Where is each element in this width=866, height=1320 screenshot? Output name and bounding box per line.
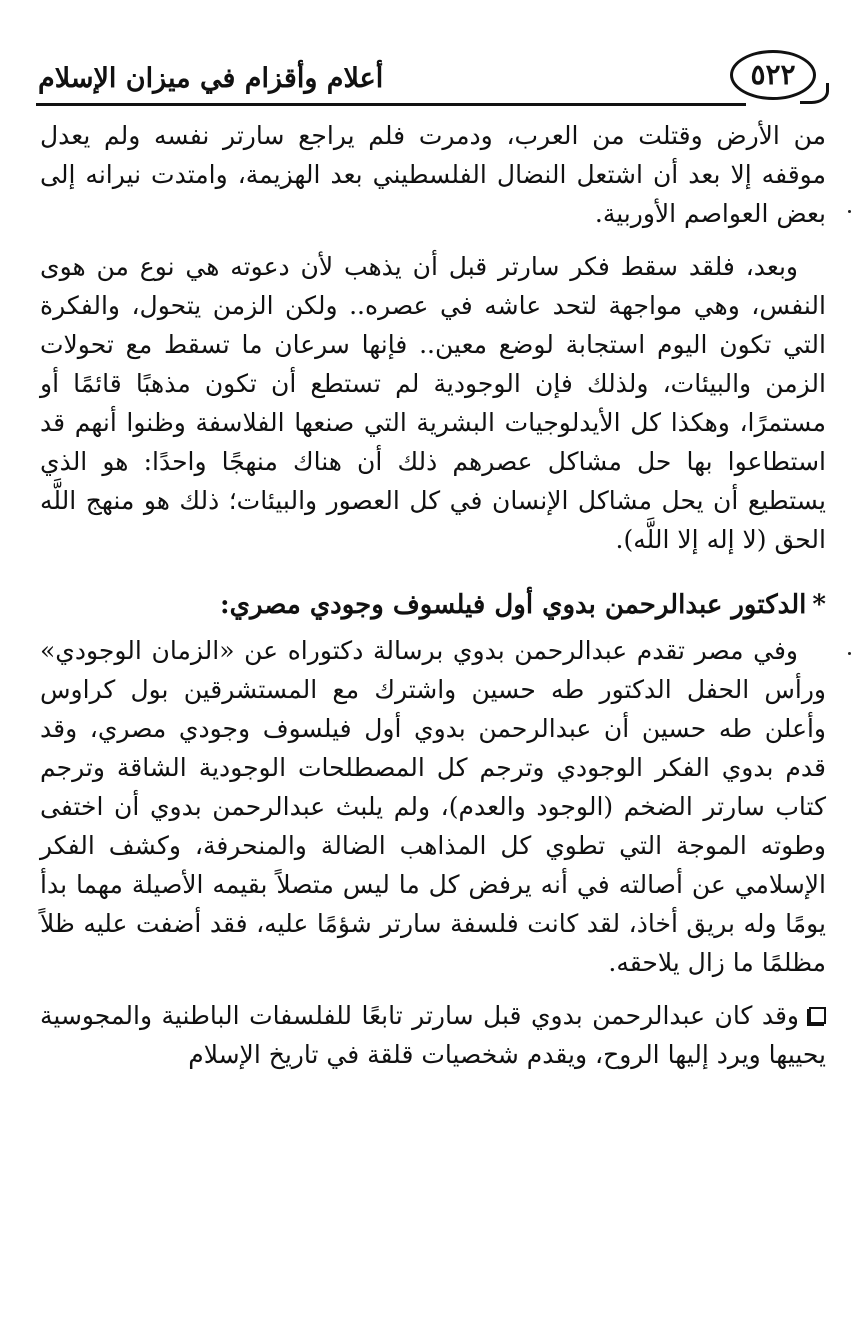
page-body: [40, 116, 826, 1074]
page-number-ornament: [730, 50, 816, 100]
page-header: [22, 44, 842, 110]
asterisk-marker: *: [812, 590, 826, 620]
page-number: ٥٢٢: [750, 58, 796, 91]
section-gap: [40, 559, 826, 585]
paragraph-bullet: [40, 996, 826, 1074]
paragraph-gap: [40, 233, 826, 247]
scan-speck: [848, 652, 851, 655]
running-head-title: أعلام وأقزام في ميزان الإسلام: [38, 63, 384, 94]
paragraph-conclusion: وبعد، فلقد سقط فكر سارتر قبل أن يذهب لأن دعوته هي نوع من هوى النفس، وهي مواجهة لتحد عاشه في عصره.. ولكن الزمن يتحول، والفكرة التي تكون اليوم استجابة لوضع معين.. فإنها سرعان ما تسقط مع تحولات الزمن والبيئات، ولذلك فإن الوجودية لم تستطع أن تكون مذهبًا قائمًا أو مستمرًا، وهكذا كل الأيدلوجيات البشرية التي صنعها الفلاسفة وظنوا أنهم قد استطاعوا بها حل مشاكل عصرهم ذلك أن هناك منهجًا واحدًا: هو الذي يستطيع أن يحل مشاكل الإنسان في كل العصور والبيئات؛ ذلك هو منهج اللَّه الحق (لا إله إلا اللَّه).: [40, 252, 826, 554]
paragraph-bullet-text: وقد كان عبدالرحمن بدوي قبل سارتر تابعًا للفلسفات الباطنية والمجوسية يحييها ويرد إليها الروح، ويقدم شخصيات قلقة في تاريخ الإسلام: [40, 1001, 826, 1069]
section-heading-text: الدكتور عبدالرحمن بدوي أول فيلسوف وجودي مصري:: [220, 590, 807, 620]
square-bullet-icon: [809, 1007, 826, 1024]
paragraph-badawi: وفي مصر تقدم عبدالرحمن بدوي برسالة دكتوراه عن «الزمان الوجودي» ورأس الحفل الدكتور طه حسين واشترك مع المستشرقين بول كراوس وأعلن طه حسين أن عبدالرحمن بدوي أول فيلسوف وجودي مصري، وقد قدم بدوي الفكر الوجودي وترجم كل المصطلحات الوجودية الشاقة وترجم كتاب سارتر الضخم (الوجود والعدم)، ولم يلبث عبدالرحمن بدوي أن اختفى وطوته الموجة التي تطوي كل المذاهب الضالة والمنحرفة، وكشف الفكر الإسلامي عن أصالته في أنه يرفض كل ما ليس متصلاً بقيمه الأصيلة مهما بدأ يومًا وله بريق أخاذ، لقد كانت فلسفة سارتر شؤمًا عليه، فقد أضفت عليه ظلاً مظلمًا ما زال يلاحقه.: [40, 636, 826, 977]
scan-speck: [848, 210, 851, 213]
section-heading: [40, 585, 826, 625]
paragraph-continuation: من الأرض وقتلت من العرب، ودمرت فلم يراجع سارتر نفسه ولم يعدل موقفه إلا بعد أن اشتعل النضال الفلسطيني بعد الهزيمة، وامتدت نيرانه إلى بعض العواصم الأوربية.: [40, 121, 826, 228]
paragraph-gap: [40, 982, 826, 996]
header-rule: [36, 103, 746, 106]
